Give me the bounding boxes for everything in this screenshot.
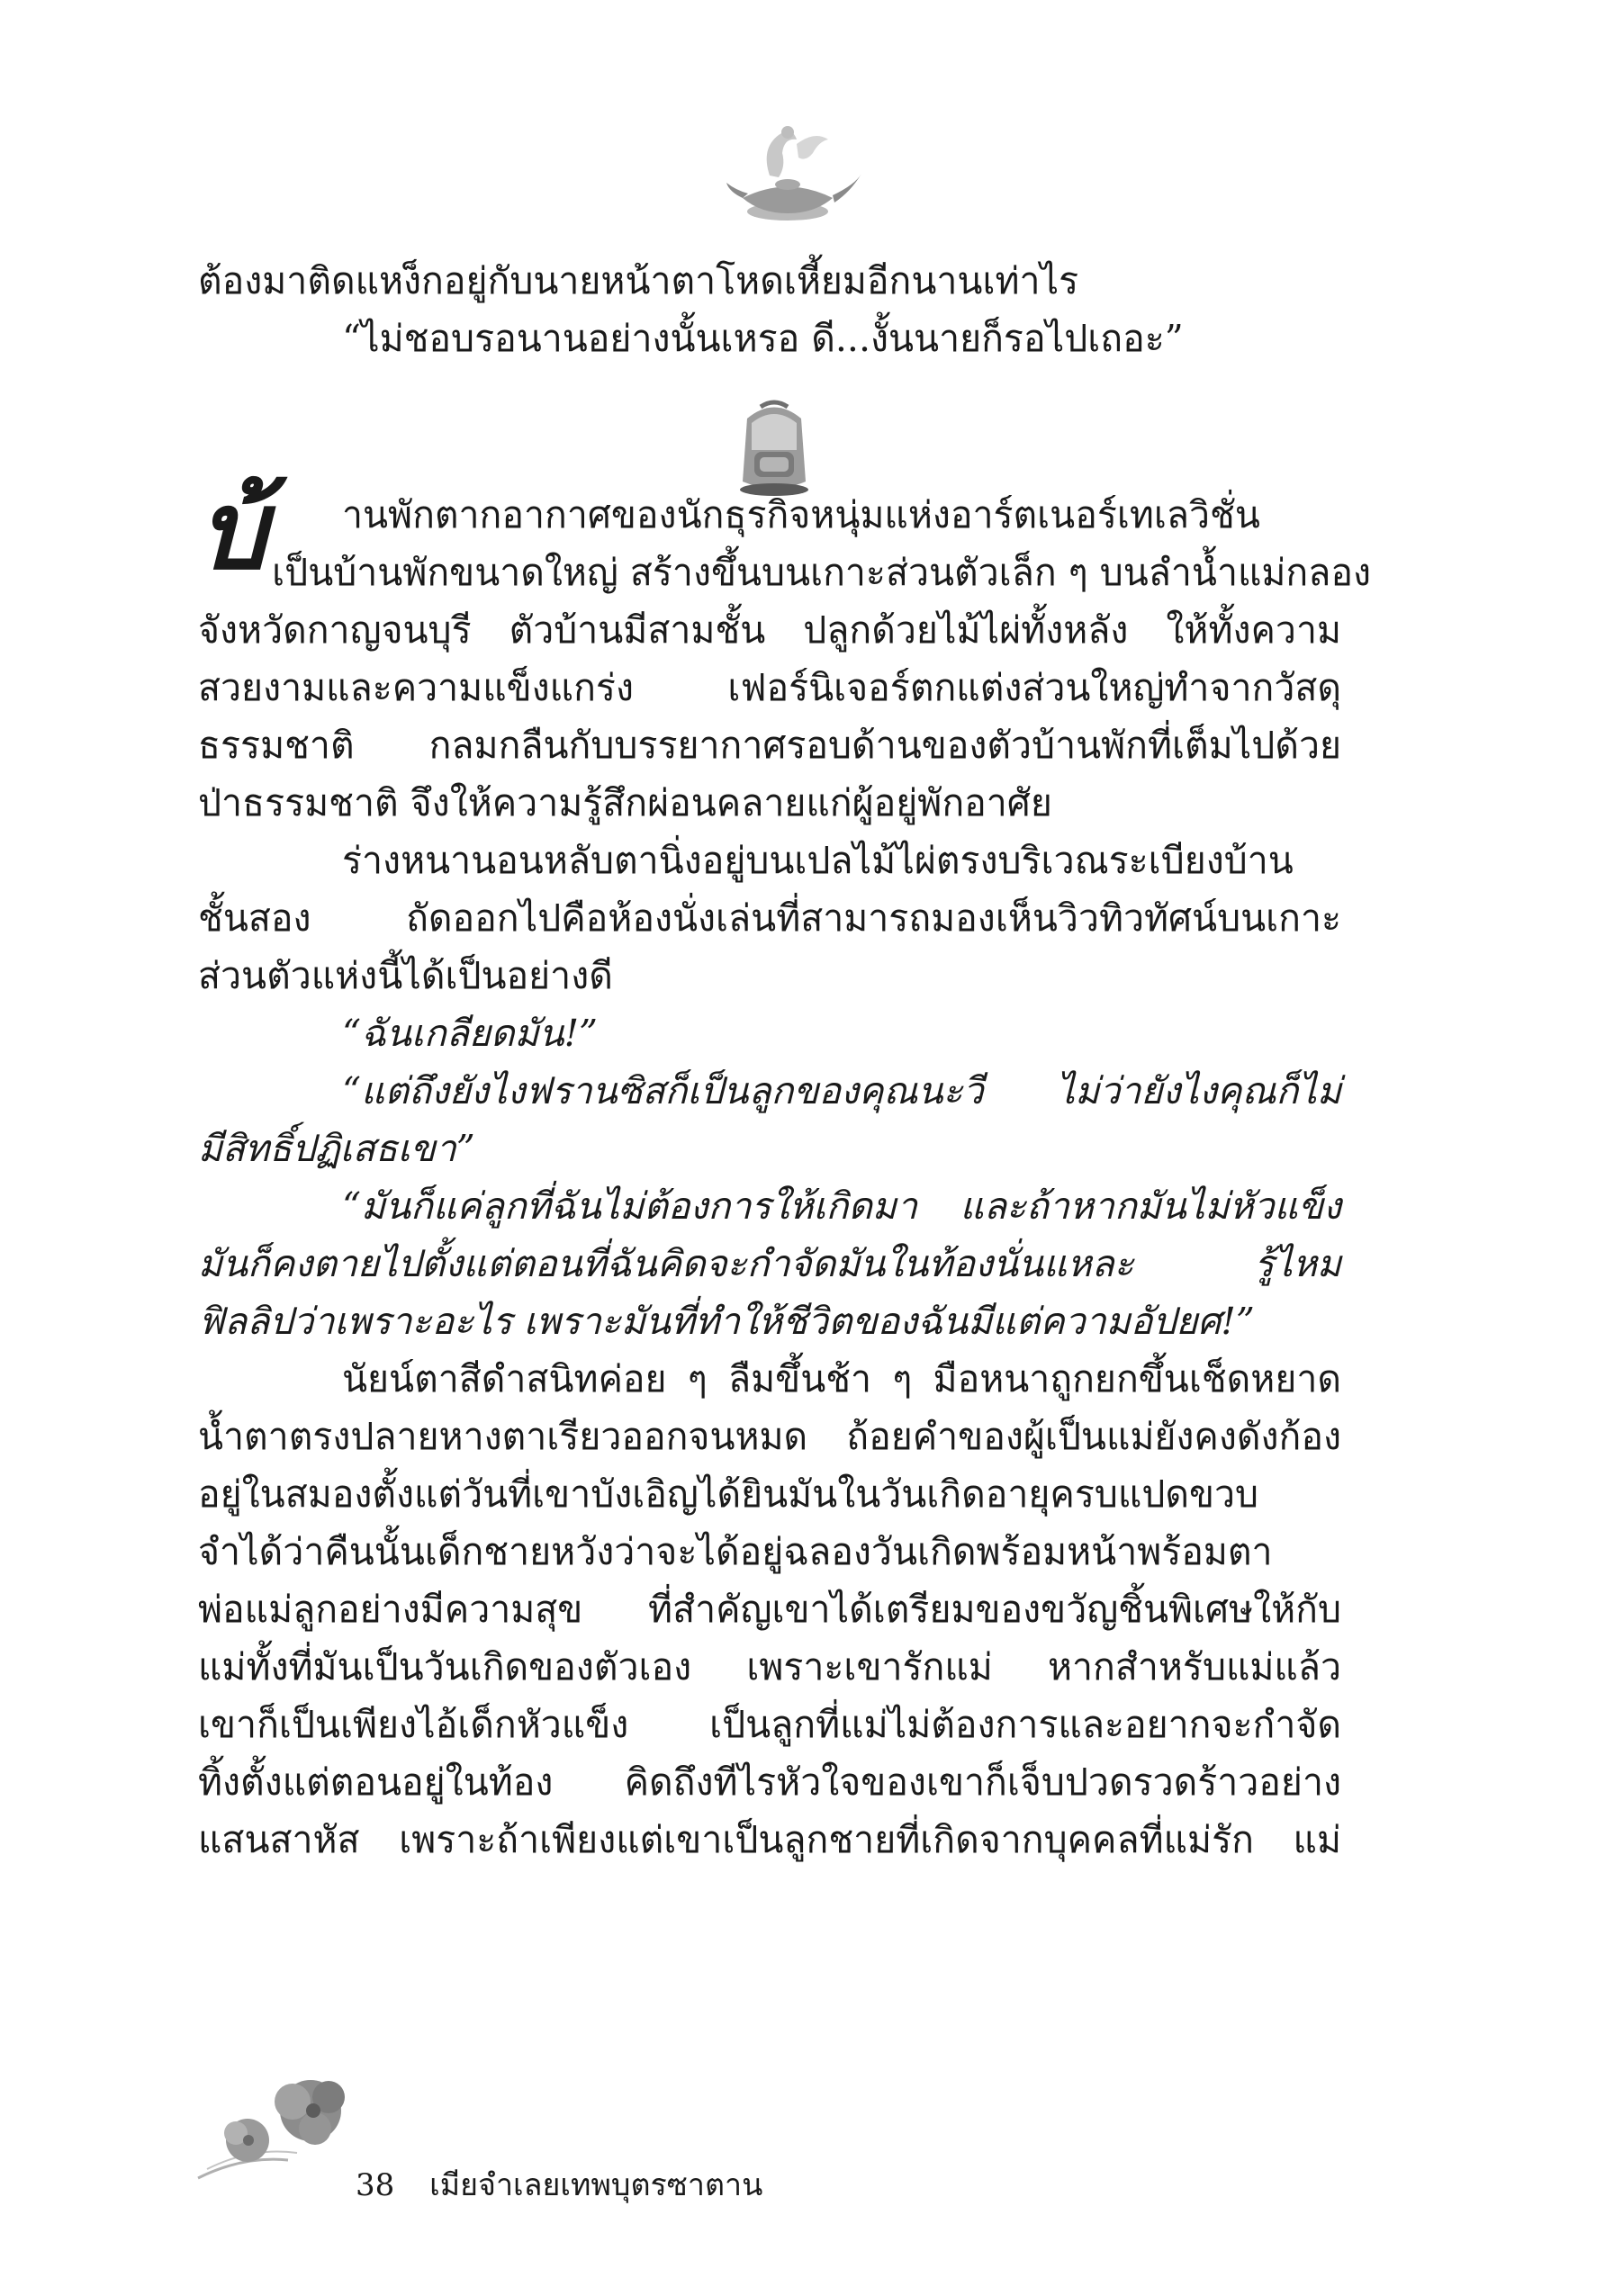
text-line: น้ำตาตรงปลายหางตาเรียวออกจนหมด ถ้อยคำของผู้เป็นแม่ยังคงดังก้อง	[198, 1415, 1341, 1458]
drop-cap: บ้	[198, 467, 267, 594]
text-line: “ฉันเกลียดมัน!”	[342, 1012, 599, 1055]
text-line: ส่วนตัวแห่งนี้ได้เป็นอย่างดี	[198, 954, 613, 997]
top-text-block	[198, 252, 1341, 367]
text-line: “มันก็แค่ลูกที่ฉันไม่ต้องการให้เกิดมา และถ้าหากมันไม่หัวแข็ง	[342, 1184, 1341, 1228]
paragraph	[198, 1350, 1341, 1868]
page-footer	[356, 2167, 762, 2203]
paragraph	[198, 467, 1372, 832]
text-line: ร่างหนานอนหลับตานิ่งอยู่บนเปลไม้ไผ่ตรงบริเวณระเบียงบ้าน	[342, 839, 1294, 882]
paragraph	[198, 1062, 1341, 1177]
text-line: อยู่ในสมองตั้งแต่วันที่เขาบังเอิญได้ยินมันในวันเกิดอายุครบแปดขวบ	[198, 1472, 1259, 1516]
text-line: พ่อแม่ลูกอย่างมีความสุข ที่สำคัญเขาได้เตรียมของขวัญชิ้นพิเศษให้กับ	[198, 1588, 1341, 1631]
text-line: ธรรมชาติ กลมกลืนกับบรรยากาศรอบด้านของตัวบ้านพักที่เต็มไปด้วย	[198, 724, 1341, 767]
text-line: ป่าธรรมชาติ จึงให้ความรู้สึกผ่อนคลายแก่ผู้อยู่พักอาศัย	[198, 781, 1052, 824]
text-line: านพักตากอากาศของนักธุรกิจหนุ่มแห่งอาร์ตเนอร์เทเลวิชั่น	[342, 493, 1260, 536]
text-line: “แต่ถึงยังไงฟรานซิสก็เป็นลูกของคุณนะวี ไม่ว่ายังไงคุณก็ไม่	[342, 1069, 1341, 1112]
text-line: จำได้ว่าคืนนั้นเด็กชายหวังว่าจะได้อยู่ฉลองวันเกิดพร้อมหน้าพร้อมตา	[198, 1530, 1273, 1573]
paragraph	[198, 1177, 1341, 1350]
book-title: เมียจำเลยเทพบุตรซาตาน	[429, 2167, 763, 2203]
text-line: สวยงามและความแข็งแกร่ง เฟอร์นิเจอร์ตกแต่งส่วนใหญ่ทำจากวัสดุ	[198, 666, 1341, 709]
paragraph	[198, 832, 1341, 1004]
page-number: 38	[356, 2167, 395, 2203]
text-line: นัยน์ตาสีดำสนิทค่อย ๆ ลืมขึ้นช้า ๆ มือหนาถูกยกขึ้นเช็ดหยาด	[342, 1357, 1341, 1400]
text-line: แสนสาหัส เพราะถ้าเพียงแต่เขาเป็นลูกชายที่เกิดจากบุคคลที่แม่รัก แม่	[198, 1818, 1341, 1861]
text-line: ต้องมาติดแหง็กอยู่กับนายหน้าตาโหดเหี้ยมอีกนานเท่าไร	[198, 259, 1079, 302]
text-line: “ไม่ชอบรอนานอย่างนั้นเหรอ ดี...งั้นนายก็รอไปเถอะ”	[342, 317, 1184, 360]
text-line: ฟิลลิปว่าเพราะอะไร เพราะมันที่ทำให้ชีวิตของฉันมีแต่ความอัปยศ!”	[198, 1300, 1255, 1343]
flower-icon	[189, 2070, 369, 2187]
text-line: เขาก็เป็นเพียงไอ้เด็กหัวแข็ง เป็นลูกที่แม่ไม่ต้องการและอยากจะกำจัด	[198, 1703, 1341, 1746]
text-line: จังหวัดกาญจนบุรี ตัวบ้านมีสามชั้น ปลูกด้วยไม้ไผ่ทั้งหลัง ให้ทั้งความ	[198, 608, 1341, 652]
text-line: แม่ทั้งที่มันเป็นวันเกิดของตัวเอง เพราะเขารักแม่ หากสำหรับแม่แล้ว	[198, 1645, 1341, 1688]
genie-lamp-icon	[707, 113, 869, 230]
text-line: มีสิทธิ์ปฏิเสธเขา”	[198, 1127, 475, 1170]
text-line: เป็นบ้านพักขนาดใหญ่ สร้างขึ้นบนเกาะส่วนตัวเล็ก ๆ บนลำน้ำแม่กลอง	[272, 551, 1372, 594]
paragraph	[198, 1004, 1341, 1062]
text-line: ชั้นสอง ถัดออกไปคือห้องนั่งเล่นที่สามารถมองเห็นวิวทิวทัศน์บนเกาะ	[198, 896, 1341, 940]
main-text-block	[198, 467, 1372, 1868]
text-line: ทิ้งตั้งแต่ตอนอยู่ในท้อง คิดถึงทีไรหัวใจของเขาก็เจ็บปวดรวดร้าวอย่าง	[198, 1760, 1341, 1804]
text-line: มันก็คงตายไปตั้งแต่ตอนที่ฉันคิดจะกำจัดมันในท้องนั่นแหละ รู้ไหม	[198, 1242, 1341, 1285]
